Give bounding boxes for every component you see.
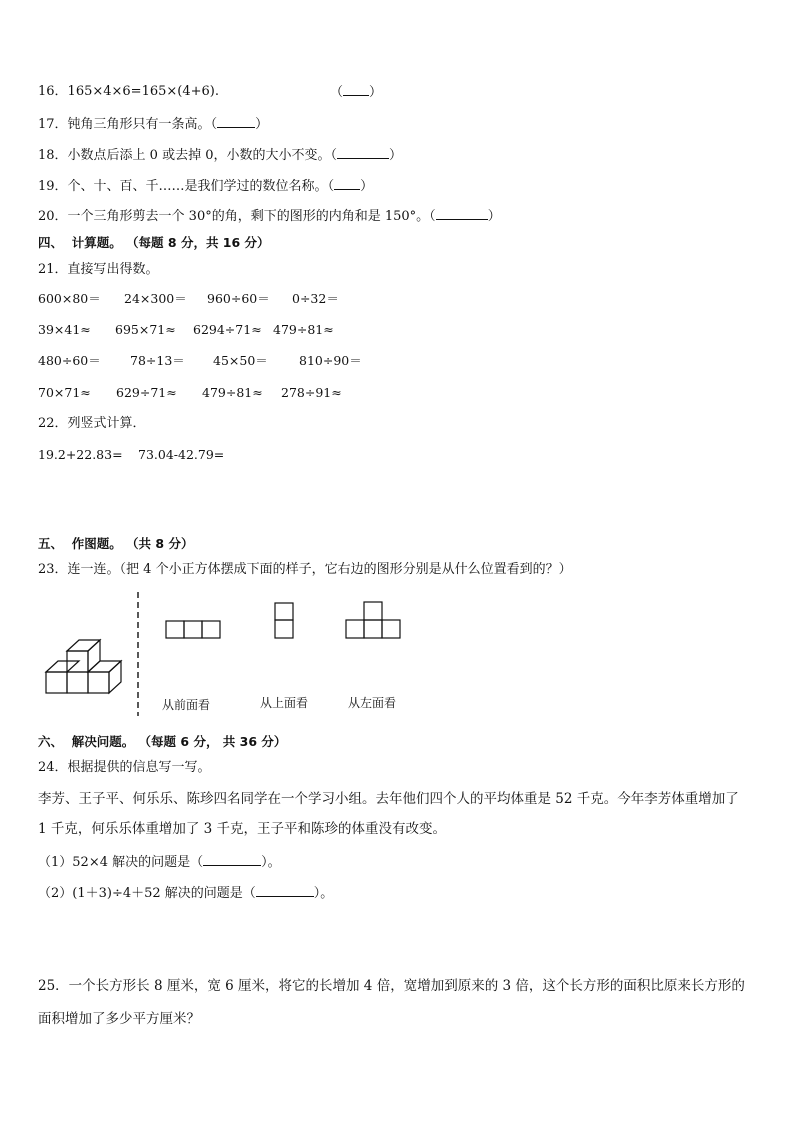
paren-open: （ — [330, 148, 338, 163]
calc-cell: 600×80＝ — [38, 291, 101, 306]
sub-question-text: （2）(1＋3)÷4＋52 解决的问题是（ — [38, 886, 256, 901]
vertical-calc-item: 73.04-42.79= — [138, 447, 225, 462]
sub-question-close: ）。 — [313, 886, 334, 901]
question-number: 19． — [38, 179, 68, 194]
calc-cell: 479÷81≈ — [202, 385, 263, 400]
calc-cell: 24×300＝ — [124, 291, 187, 306]
question-24-paragraph: 李芳、王子平、何乐乐、陈珍四名同学在一个学习小组。去年他们四个人的平均体重是 52 千克。今年李芳体重增加了 — [38, 791, 739, 807]
question-number: 20． — [38, 209, 68, 224]
question-21: 21．直接写出得数。 — [38, 262, 159, 277]
answer-blank[interactable] — [343, 83, 369, 96]
sub-question-close: ）。 — [261, 855, 281, 870]
paren-close: ） — [487, 209, 501, 224]
question-25-continued: 面积增加了多少平方厘米？ — [38, 1011, 200, 1027]
calc-cell: 70×71≈ — [38, 385, 91, 400]
answer-blank[interactable] — [334, 177, 360, 190]
question-text: 165×4×6=165×(4+6). — [67, 84, 219, 99]
question-24-paragraph: 1 千克，何乐乐体重增加了 3 千克，王子平和陈珍的体重没有改变。 — [38, 821, 447, 837]
calc-cell: 39×41≈ — [38, 322, 91, 337]
calc-cell: 45×50＝ — [213, 353, 268, 368]
question-16 — [38, 83, 219, 101]
question-25: 25．一个长方形长 8 厘米，宽 6 厘米，将它的长增加 4 倍，宽增加到原来的 3 倍，这个长方形的面积比原来长方形的 — [38, 978, 745, 994]
question-text: 个、十、百、千……是我们学过的数位名称。 — [67, 179, 328, 194]
section-4-title: 四、 计算题。 （每题 8 分，共 16 分） — [38, 235, 270, 250]
calc-cell: 960÷60＝ — [207, 291, 270, 306]
calc-cell: 479÷81≈ — [273, 322, 334, 337]
paren-close: ） — [389, 148, 403, 163]
question-20 — [38, 207, 501, 226]
calc-cell: 695×71≈ — [115, 322, 176, 337]
dashed-divider — [136, 592, 140, 716]
paren-close: ） — [360, 179, 374, 194]
question-number: 16． — [38, 84, 68, 99]
question-text: 一个三角形剪去一个 30°的角，剩下的图形的内角和是 150°。 — [67, 209, 430, 224]
question-24: 24．根据提供的信息写一写。 — [38, 760, 211, 775]
answer-blank[interactable] — [203, 853, 261, 866]
section-6-title: 六、 解决问题。 （每题 6 分， 共 36 分） — [38, 734, 287, 749]
paren-close: ） — [369, 85, 383, 100]
question-22: 22．列竖式计算． — [38, 416, 146, 431]
view-t-shape — [345, 601, 403, 641]
calc-cell: 629÷71≈ — [116, 385, 177, 400]
label-top-view: 从上面看 — [260, 696, 309, 710]
paren-open: （ — [327, 179, 335, 194]
calc-cell: 278÷91≈ — [281, 385, 342, 400]
vertical-calc-item: 19.2+22.83= — [38, 447, 123, 462]
sub-question-text: （1）52×4 解决的问题是（ — [38, 855, 204, 870]
paren-open: （ — [330, 85, 344, 100]
question-number: 17． — [38, 117, 68, 132]
answer-paren-16[interactable] — [330, 83, 382, 102]
view-three-row — [165, 620, 223, 640]
answer-blank[interactable] — [337, 146, 389, 159]
paren-open: （ — [210, 117, 218, 132]
label-front-view: 从前面看 — [162, 698, 211, 712]
cube-stack-figure — [44, 625, 134, 697]
question-text: 小数点后添上 0 或去掉 0，小数的大小不变。 — [67, 148, 331, 163]
question-24-sub1 — [38, 853, 281, 872]
question-18 — [38, 146, 402, 165]
calc-cell: 6294÷71≈ — [193, 322, 262, 337]
calc-cell: 810÷90＝ — [299, 353, 362, 368]
section-5-title: 五、 作图题。 （共 8 分） — [38, 536, 194, 551]
question-23: 23．连一连。（把 4 个小正方体摆成下面的样子，它右边的图形分别是从什么位置看到的？） — [38, 562, 572, 577]
question-17 — [38, 115, 268, 134]
calc-cell: 0÷32＝ — [292, 291, 339, 306]
answer-blank[interactable] — [436, 207, 488, 220]
answer-blank[interactable] — [256, 884, 314, 897]
question-24-sub2 — [38, 884, 333, 903]
view-two-stacked — [274, 602, 296, 640]
calc-cell: 78÷13＝ — [130, 353, 185, 368]
question-text: 钝角三角形只有一条高。 — [67, 117, 211, 132]
question-number: 18． — [38, 148, 68, 163]
answer-blank[interactable] — [217, 115, 255, 128]
paren-close: ） — [255, 117, 269, 132]
question-19 — [38, 177, 373, 196]
label-left-view: 从左面看 — [348, 696, 397, 710]
calc-cell: 480÷60＝ — [38, 353, 101, 368]
paren-open: （ — [429, 209, 436, 224]
